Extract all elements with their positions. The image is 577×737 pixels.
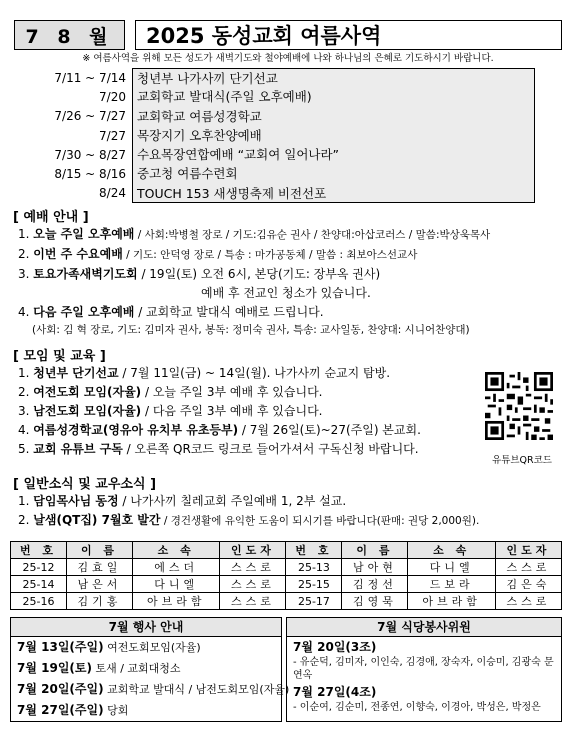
july-events-title: 7월 행사 안내 [11, 618, 281, 637]
item-heading: 오늘 주일 오후예배 [33, 227, 135, 241]
item-body: / 7월 11일(금) ~ 14일(월). 나가사끼 순교지 탐방. [118, 366, 391, 380]
prayer-notice: ※ 여름사역을 위해 모든 성도가 새벽기도와 철야예배에 나와 하나님의 은혜로 기도하시기 바랍니다. [82, 53, 494, 64]
item-heading: 여름성경학교(영유아 유치부 유초등부) [33, 423, 239, 437]
worship-items [18, 225, 563, 339]
schedule-row [28, 145, 535, 164]
cell: 에스더 [132, 559, 219, 576]
schedule-event: 중고청 여름수련회 [132, 164, 535, 183]
list-item [18, 265, 563, 284]
table-row [11, 559, 562, 576]
news-items [18, 492, 563, 531]
new-member-table [10, 541, 562, 610]
table-header-row [11, 542, 562, 559]
cell: 아브라함 [132, 593, 219, 610]
schedule-event: 수요목장연합예배 “교회여 일어나라” [132, 145, 535, 164]
event-desc: 여전도회모임(자율) [103, 641, 201, 654]
item-heading: 날샘(QT집) 7월호 발간 [33, 513, 161, 527]
cell: 25-14 [11, 576, 67, 593]
meetings-section-title: [ 모임 및 교육 ] [13, 349, 106, 364]
list-item [18, 225, 563, 245]
youtube-qr-code[interactable] [485, 372, 553, 440]
item-heading: 다음 주일 오후예배 [33, 305, 135, 319]
event-item [11, 658, 281, 679]
schedule-date: 7/30 ~ 8/27 [54, 147, 126, 162]
cell: 스스로 [220, 593, 286, 610]
item-subline: (사회: 김 혁 장로, 기도: 김미자 권사, 봉독: 정미숙 권사, 특송: 교사일동, 찬양대: 시니어찬양대) [32, 324, 470, 336]
list-item [18, 511, 563, 531]
schedule-date: 7/11 ~ 7/14 [54, 70, 126, 85]
item-heading: 담임목사님 동정 [33, 494, 119, 508]
cell: 남아현 [342, 559, 408, 576]
cell: 드보라 [408, 576, 495, 593]
schedule-date: 8/15 ~ 8/16 [54, 167, 126, 182]
item-heading: 교회 유튜브 구독 [33, 442, 123, 456]
cell: 김기홍 [67, 593, 133, 610]
cell: 스스로 [220, 559, 286, 576]
volunteer-group-head: 7월 27일(4조) [293, 685, 377, 699]
event-date: 7월 27일(주일) [17, 703, 104, 717]
cell: 다니엘 [132, 576, 219, 593]
item-subline: 예배 후 전교인 청소가 있습니다. [201, 286, 371, 300]
item-heading: 청년부 단기선교 [33, 366, 119, 380]
item-number: 3. [18, 267, 30, 281]
list-item [18, 383, 563, 402]
item-body: / 19일(토) 오전 6시, 본당(기도: 장부옥 권사) [137, 267, 381, 281]
item-number: 1. [18, 366, 30, 380]
volunteers-title: 7월 식당봉사위원 [287, 618, 561, 637]
event-item [11, 679, 290, 700]
cell: 25-15 [286, 576, 342, 593]
event-desc: 토새 / 교회대청소 [91, 662, 181, 675]
item-body: / 다음 주일 3부 예배 후 있습니다. [141, 404, 323, 418]
month-label: 7 8 월 [14, 20, 125, 50]
cell: 25-13 [286, 559, 342, 576]
item-number: 4. [18, 423, 30, 437]
schedule-date: 8/24 [99, 186, 126, 201]
cell: 25-17 [286, 593, 342, 610]
item-body: / 사회:박병철 장로 / 기도:김유순 권사 / 찬양대:아삽코러스 / 말씀:박상욱목사 [134, 229, 491, 241]
list-item [18, 402, 563, 421]
item-body: / 경건생활에 유익한 도움이 되시기를 바랍니다(판매: 권당 2,000원). [160, 515, 480, 527]
meetings-items [18, 364, 563, 459]
item-body: / 오른쪽 QR코드 링크로 들어가셔서 구독신청 바랍니다. [122, 442, 419, 456]
volunteer-names: - 유순덕, 김미자, 이인숙, 김경애, 장숙자, 이승미, 김광숙 문연옥 [293, 657, 554, 681]
col-header: 이 름 [342, 542, 408, 559]
cell: 김영묵 [342, 593, 408, 610]
page-title: 2025 동성교회 여름사역 [135, 20, 562, 50]
item-heading: 이번 주 수요예배 [33, 247, 123, 261]
event-date: 7월 19일(토) [17, 661, 92, 675]
worship-section-title: [ 예배 안내 ] [13, 210, 89, 225]
cell: 25-16 [11, 593, 67, 610]
col-header: 소 속 [132, 542, 219, 559]
schedule-event: 교회학교 여름성경학교 [132, 107, 535, 126]
cell: 25-12 [11, 559, 67, 576]
item-body: / 교회학교 발대식 예배로 드립니다. [134, 305, 324, 319]
list-item [18, 492, 563, 511]
july-events-box [10, 617, 290, 722]
col-header: 인도자 [495, 542, 561, 559]
item-heading: 여전도회 모임(자율) [33, 385, 142, 399]
item-body: / 나가사끼 칠레교회 주일예배 1, 2부 설교. [118, 494, 347, 508]
cell: 김효일 [67, 559, 133, 576]
schedule-row [28, 107, 535, 126]
cell: 다니엘 [408, 559, 495, 576]
qr-code-label: 유튜브QR코드 [492, 455, 552, 466]
list-item [18, 364, 563, 383]
schedule-row [28, 87, 535, 106]
item-body: / 오늘 주일 3부 예배 후 있습니다. [141, 385, 323, 399]
volunteer-names: - 이순여, 김순미, 전종연, 이향숙, 이경아, 박성은, 박정은 [293, 702, 541, 713]
col-header: 인도자 [220, 542, 286, 559]
schedule-row [28, 126, 535, 145]
volunteer-group-head: 7월 20일(3조) [293, 640, 377, 654]
schedule-event: 목장지기 오후찬양예배 [132, 126, 535, 145]
item-number: 1. [18, 227, 30, 241]
list-item [18, 303, 563, 322]
news-section-title: [ 일반소식 및 교우소식 ] [13, 477, 157, 492]
item-number: 4. [18, 305, 30, 319]
cell: 김은숙 [495, 576, 561, 593]
event-desc: 교회학교 발대식 / 남전도회모임(자율) [103, 683, 290, 696]
item-number: 3. [18, 404, 30, 418]
item-heading: 토요가족새벽기도회 [33, 267, 138, 281]
col-header: 소 속 [408, 542, 495, 559]
table-row [11, 593, 562, 610]
col-header: 이 름 [67, 542, 133, 559]
schedule-date: 7/27 [99, 128, 126, 143]
schedule-date: 7/26 ~ 7/27 [54, 109, 126, 124]
schedule-event: 청년부 나가사끼 단기선교 [132, 68, 535, 87]
event-date: 7월 13일(주일) [17, 640, 104, 654]
kitchen-volunteers-box [286, 617, 562, 722]
item-number: 2. [18, 385, 30, 399]
item-body: / 기도: 안덕영 장로 / 특송 : 마가공동체 / 말씀 : 최보아스선교사 [122, 249, 418, 261]
event-item [11, 700, 281, 721]
col-header: 번 호 [286, 542, 342, 559]
cell: 스스로 [495, 559, 561, 576]
item-heading: 남전도회 모임(자율) [33, 404, 142, 418]
item-number: 2. [18, 247, 30, 261]
list-item [18, 421, 563, 440]
table-row [11, 576, 562, 593]
event-desc: 당회 [103, 704, 129, 717]
item-number: 1. [18, 494, 30, 508]
schedule-event: TOUCH 153 새생명축제 비전선포 [132, 184, 535, 203]
schedule-row [28, 68, 535, 87]
schedule-date: 7/20 [99, 89, 126, 104]
item-body: / 7월 26일(토)~27(주일) 본교회. [238, 423, 421, 437]
cell: 아브라함 [408, 593, 495, 610]
schedule-row [28, 184, 535, 203]
cell: 김정선 [342, 576, 408, 593]
cell: 스스로 [495, 593, 561, 610]
item-number: 2. [18, 513, 30, 527]
event-item [11, 637, 281, 658]
schedule-event: 교회학교 발대식(주일 오후예배) [132, 87, 535, 106]
list-item [18, 245, 563, 265]
header [14, 20, 562, 50]
event-date: 7월 20일(주일) [17, 682, 104, 696]
schedule-row [28, 164, 535, 183]
col-header: 번 호 [11, 542, 67, 559]
item-number: 5. [18, 442, 30, 456]
summer-schedule [28, 68, 535, 203]
cell: 스스로 [220, 576, 286, 593]
cell: 남은서 [67, 576, 133, 593]
